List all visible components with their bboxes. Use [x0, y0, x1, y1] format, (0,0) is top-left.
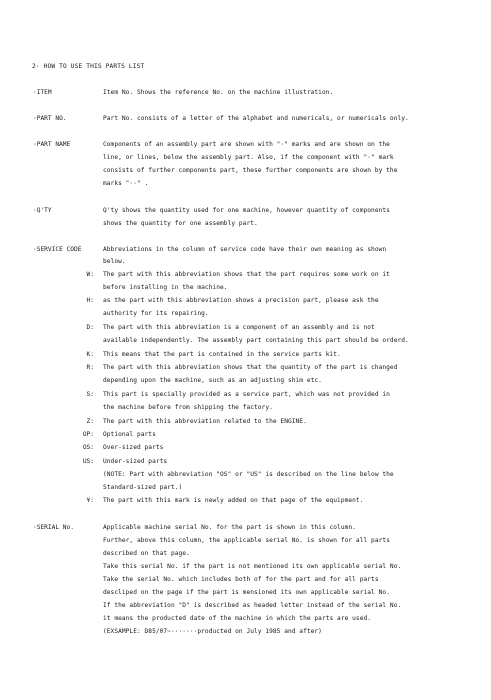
code-w-line-1: The part with this abbreviation shows that the part requires some work on it [103, 271, 390, 278]
section-heading: 2· HOW TO USE THIS PARTS LIST [32, 63, 145, 70]
term-item: ·ITEM [33, 89, 52, 96]
service-code-us: US: [82, 458, 94, 465]
service-code-intro-2: below. [103, 258, 126, 265]
code-r-line-2: depending upon the machine, such as an adjusting shim etc. [103, 377, 322, 384]
code-d-line-1: The part with this abbreviation is a component of an assembly and is not [103, 324, 375, 331]
service-code-z: Z: [86, 418, 94, 425]
service-code-s: S: [86, 391, 94, 398]
code-r-line-1: The part with this abbreviation shows that the quantity of the part is changed [103, 364, 398, 371]
code-us-line-1: Under-sized parts [103, 458, 168, 465]
code-s-line-2: the machine before from shipping the factory. [103, 404, 273, 411]
serial-line-4: Take this serial No. if the part is not mentioned its own applicable serial No. [103, 563, 402, 570]
code-z-line-1: The part with this abbreviation related to the ENGINE. [103, 418, 307, 425]
service-code-d: D: [86, 324, 94, 331]
part-name-line-4: marks "··" . [103, 180, 149, 187]
term-qty: ·Q'TY [33, 207, 52, 214]
part-name-line-3: consists of further components part, these further components are shown by the [103, 167, 398, 174]
qty-line-1: Q'ty shows the quantity used for one machine, however quantity of components [103, 207, 390, 214]
code-us-line-2: (NOTE: Part with abbreviation "OS" or "US" is described on the line below the [103, 471, 394, 478]
code-k-line-1: This means that the part is contained in the service parts kit. [103, 351, 341, 358]
serial-line-7: If the abbreviation "D" is described as headed letter instead of the serial No. [103, 602, 402, 609]
code-h-line-2: authority for its repairing. [103, 310, 209, 317]
service-code-r: R: [86, 364, 94, 371]
code-d-line-2: available independently. The assembly part containing this part should be orderd. [103, 337, 409, 344]
term-part-no: ·PART NO. [33, 115, 67, 122]
code-w-line-2: before installing in the machine. [103, 284, 228, 291]
service-code-w: W: [86, 271, 94, 278]
code-us-line-3: Standard-sized part.) [103, 484, 183, 491]
code-new-mark-line-1: The part with this mark is newly added on that page of the equipment. [103, 497, 364, 504]
service-code-op: OP: [82, 431, 94, 438]
serial-line-5: Take the serial No. which includes both of for the part and for all parts [103, 576, 379, 583]
serial-line-1: Applicable machine serial No. for the part is shown in this column. [103, 524, 356, 531]
code-s-line-1: This part is specially provided as a service part, which was not provided in [103, 391, 390, 398]
serial-line-3: described on that page. [103, 550, 190, 557]
code-os-line-1: Over-sized parts [103, 444, 164, 451]
term-service-code: ·SERVICE CODE [33, 246, 82, 253]
part-name-line-2: line, or lines, below the assembly part. Also, if the component with "·" mark [103, 154, 394, 161]
service-code-intro-1: Abbreviations in the column of service code have their own meaning as shown [103, 246, 387, 253]
qty-line-2: shows the quantity for one assembly part. [103, 220, 258, 227]
serial-line-9: (EXSAMPLE: D85/07~·······producted on July 1985 and after) [103, 628, 322, 635]
service-code-os: OS: [82, 444, 94, 451]
item-line-1: Item No. Shows the reference No. on the machine illustration. [103, 89, 334, 96]
code-h-line-1: as the part with this abbreviation shows a precision part, please ask the [103, 297, 379, 304]
service-code-h: H: [86, 297, 94, 304]
service-code-k: K: [86, 351, 94, 358]
term-part-name: ·PART NAME [33, 141, 71, 148]
part-no-line-1: Part No. consists of a letter of the alphabet and numericals, or numericals only. [103, 115, 409, 122]
code-op-line-1: Optional parts [103, 431, 156, 438]
serial-line-8: it means the producted date of the machine in which the parts are used. [103, 615, 372, 622]
serial-line-6: descliped on the page if the part is mensioned its own applicable serial No. [103, 589, 390, 596]
serial-line-2: Further, above this column, the applicable serial No. is shown for all parts [103, 537, 390, 544]
part-name-line-1: Components of an assembly part are shown with "·" marks and are shown on the [103, 141, 390, 148]
term-serial-no: ·SERIAL No. [33, 524, 74, 531]
service-code-new-mark: ¥: [86, 497, 94, 504]
